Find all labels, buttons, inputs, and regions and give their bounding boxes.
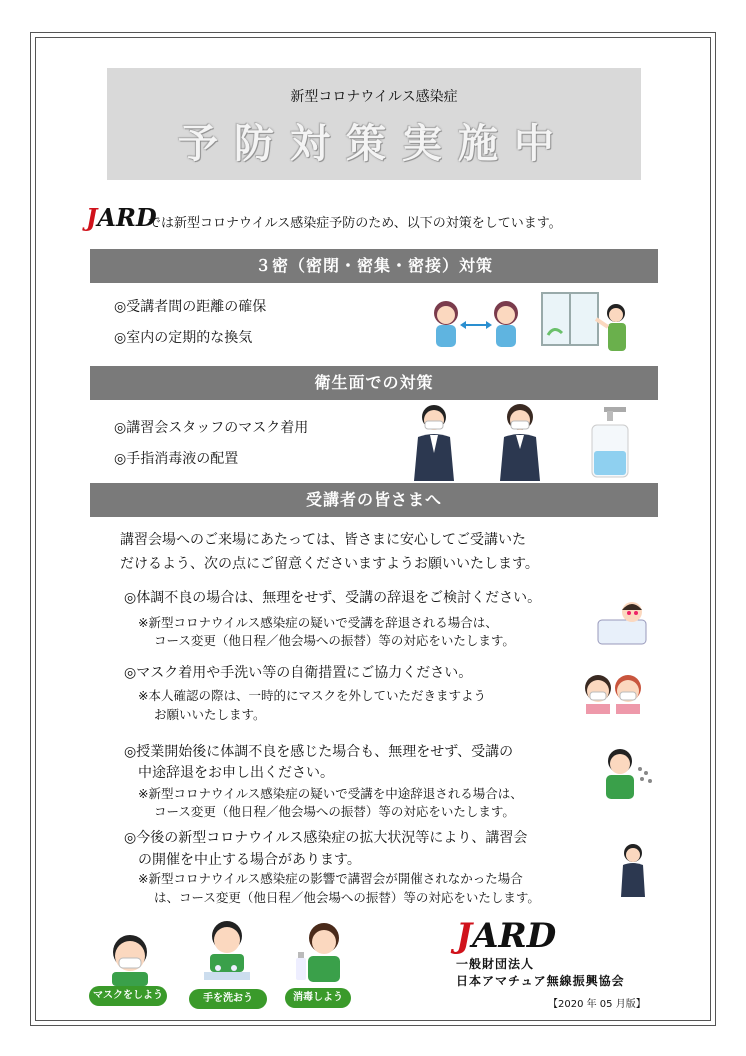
- section-heading-hygiene: 衛生面での対策: [90, 366, 658, 400]
- sick-in-bed-icon: [594, 598, 650, 648]
- section-heading-3mitsu: ３密（密閉・密集・密接）対策: [90, 249, 658, 283]
- title-main: 予防対策実施中: [178, 121, 570, 167]
- request-2-note-2: お願いいたします。: [154, 707, 266, 722]
- request-3-note-2: コース変更（他日程／他会場への振替）等の対応をいたします。: [154, 804, 515, 819]
- request-4-main-2: の開催を中止する場合があります。: [138, 852, 361, 868]
- request-3-note-1: ※新型コロナウイルス感染症の疑いで受講を中途辞退される場合は、: [138, 786, 523, 801]
- request-2-note-1: ※本人確認の際は、一時的にマスクを外していただきますよう: [138, 688, 486, 703]
- request-4-note-1: ※新型コロナウイルス感染症の影響で講習会が開催されなかった場合: [138, 871, 523, 886]
- request-4-note-2: は、コース変更（他日程／他会場への振替）等の対応をいたします。: [154, 890, 540, 905]
- badge-sanitize: 消毒しよう: [285, 988, 351, 1008]
- handwash-boy-icon: [200, 918, 254, 982]
- intro-text: では新型コロナウイルス感染症予防のため、以下の対策をしています。: [148, 216, 562, 231]
- edition-label: 【2020 年 05 月版】: [548, 999, 646, 1010]
- masked-staff-woman-icon: [496, 403, 544, 481]
- request-2-main: ◎マスク着用や手洗い等の自衛措置にご協力ください。: [124, 665, 473, 681]
- sanitizer-bottle-icon: [588, 405, 632, 479]
- bullet-distance: ◎受講者間の距離の確保: [114, 299, 267, 315]
- mask-boy-icon: [104, 930, 156, 986]
- message-line-1: 講習会場へのご来場にあたっては、皆さまに安心してご受講いた: [120, 532, 526, 548]
- bullet-ventilation: ◎室内の定期的な換気: [114, 330, 253, 346]
- message-line-2: だけるよう、次の点にご留意くださいますようお願いいたします。: [120, 556, 539, 572]
- title-subtitle: 新型コロナウイルス感染症: [290, 89, 458, 105]
- jard-logo: JARD: [86, 203, 157, 232]
- masked-children-icon: [582, 670, 646, 714]
- masked-staff-man-icon: [410, 403, 458, 481]
- request-1-note-1: ※新型コロナウイルス感染症の疑いで受講を辞退される場合は、: [138, 615, 498, 630]
- request-3-main-1: ◎授業開始後に体調不良を感じた場合も、無理をせず、受講の: [124, 744, 514, 760]
- ventilation-icon: [540, 291, 640, 357]
- org-name-line-1: 一般財団法人: [456, 957, 535, 971]
- request-4-main-1: ◎今後の新型コロナウイルス感染症の拡大状況等により、講習会: [124, 830, 528, 846]
- social-distance-icon: [428, 295, 524, 355]
- bullet-sanitizer: ◎手指消毒液の配置: [114, 451, 239, 467]
- badge-handwash: 手を洗おう: [189, 989, 267, 1009]
- org-name-line-2: 日本アマチュア無線振興協会: [456, 974, 625, 988]
- cancel-announcement-woman-icon: [618, 843, 648, 897]
- bullet-staff-mask: ◎講習会スタッフのマスク着用: [114, 420, 309, 436]
- request-1-note-2: コース変更（他日程／他会場への振替）等の対応をいたします。: [154, 633, 515, 648]
- footer-jard-logo: JARD: [456, 916, 557, 956]
- request-1-main: ◎体調不良の場合は、無理をせず、受講の辞退をご検討ください。: [124, 590, 542, 606]
- badge-mask: マスクをしよう: [89, 986, 167, 1006]
- request-3-main-2: 中途辞退をお申し出ください。: [138, 765, 334, 781]
- section-heading-participants: 受講者の皆さまへ: [90, 483, 658, 517]
- coughing-boy-icon: [600, 747, 654, 799]
- title-banner: [107, 68, 641, 180]
- sanitize-woman-icon: [294, 920, 348, 984]
